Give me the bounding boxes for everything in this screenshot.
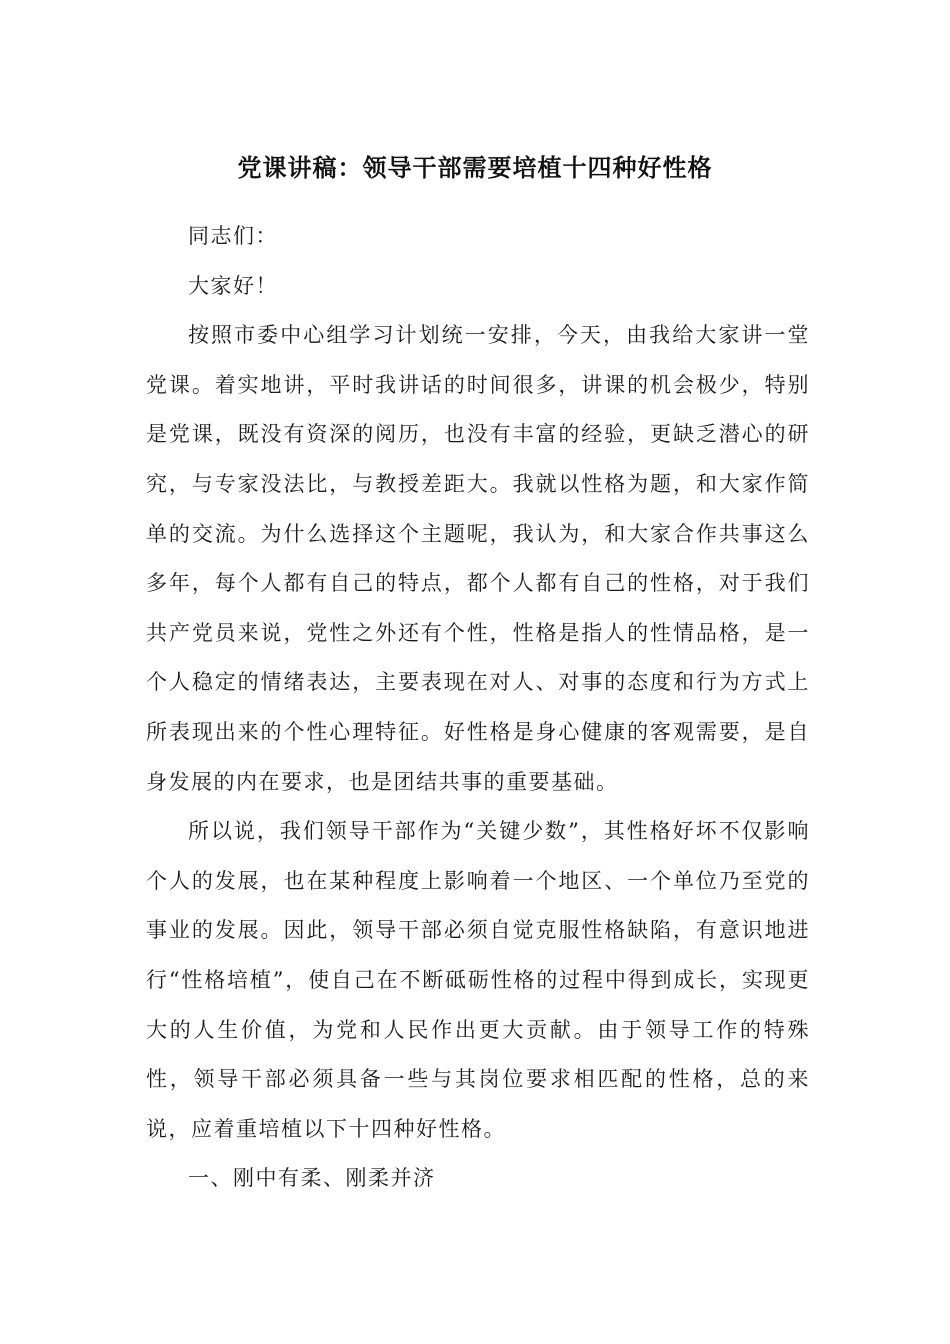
body-paragraph: 所以说，我们领导干部作为“关键少数”，其性格好坏不仅影响个人的发展，也在某种程度上影响着一个地区、一个单位乃至党的事业的发展。因此，领导干部必须自觉克服性格缺陷，有意识地进行“性格培植”，使自己在不断砥砺性格的过程中得到成长，实现更大的人生价值，为党和人民作出更大贡献。由于领导工作的特殊性，领导干部必须具备一些与其岗位要求相匹配的性格，总的来说，应着重培植以下十四种好性格。 xyxy=(146,819,810,1141)
greeting: 大家好！ xyxy=(188,273,278,298)
document-title: 党课讲稿：领导干部需要培植十四种好性格 xyxy=(237,154,713,182)
document-body xyxy=(146,212,810,1204)
section-heading: 一、刚中有柔、刚柔并济 xyxy=(188,1166,436,1191)
salutation: 同志们： xyxy=(188,224,278,248)
body-paragraph: 按照市委中心组学习计划统一安排，今天，由我给大家讲一堂党课。着实地讲，平时我讲话的时间很多，讲课的机会极少，特别是党课，既没有资深的阅历，也没有丰富的经验，更缺乏潜心的研究，与专家没法比，与教授差距大。我就以性格为题，和大家作简单的交流。为什么选择这个主题呢，我认为，和大家合作共事这么多年，每个人都有自己的特点，都个人都有自己的性格，对于我们共产党员来说，党性之外还有个性，性格是指人的性情品格，是一个人稳定的情绪表达，主要表现在对人、对事的态度和行为方式上所表现出来的个性心理特征。好性格是身心健康的客观需要，是自身发展的内在要求，也是团结共事的重要基础。 xyxy=(146,323,810,794)
